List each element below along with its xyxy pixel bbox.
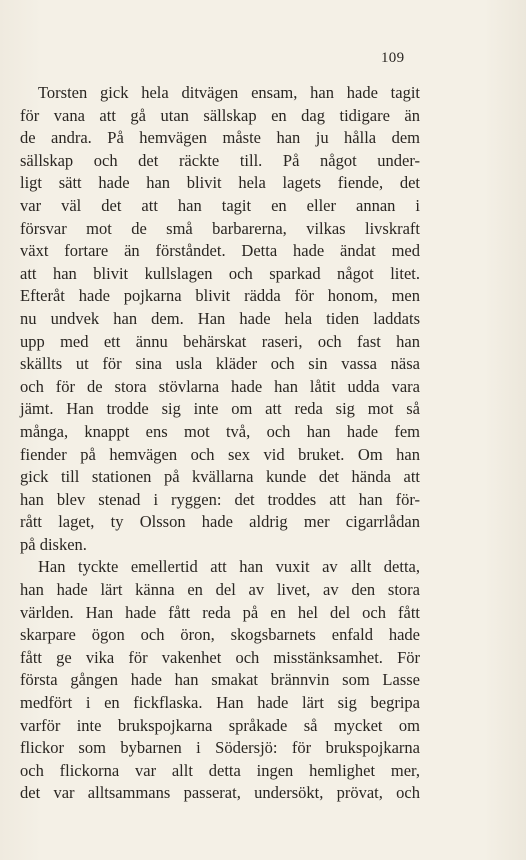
text-line: ligt sätt hade han blivit hela lagets fiende, det	[20, 173, 420, 193]
text-line: gick till stationen på kvällarna kunde det hända att	[20, 467, 420, 487]
text-line: sällskap och det räckte till. På något under-	[20, 150, 420, 170]
text-line: Han tyckte emellertid att han vuxit av allt detta,	[38, 557, 420, 577]
text-line: skarpare ögon och öron, skogsbarnets enfald hade	[20, 625, 420, 645]
text-line: rått laget, ty Olsson hade aldrig mer cigarrlådan	[20, 512, 420, 532]
text-line: upp med ett ännu behärskat raseri, och fast han	[20, 331, 420, 351]
text-line: de andra. På hemvägen måste han ju hålla dem	[20, 128, 420, 148]
text-line: flickor som bybarnen i Södersjö: för brukspojkarna	[20, 738, 420, 758]
text-line: medfört i en fickflaska. Han hade lärt sig begripa	[20, 693, 420, 713]
text-line: världen. Han hade fått reda på en hel del och fått	[20, 602, 420, 622]
page-number: 109	[381, 50, 405, 66]
text-line: och flickorna var allt detta ingen hemlighet mer,	[20, 760, 420, 780]
text-line: Torsten gick hela ditvägen ensam, han hade tagit	[38, 83, 420, 102]
text-line: var väl det att han tagit en eller annan i	[20, 195, 420, 215]
text-line: att han blivit kullslagen och sparkad något litet.	[20, 263, 420, 283]
body-text	[20, 82, 420, 805]
text-line: fiender på hemvägen och sex vid bruket. Om han	[20, 444, 420, 464]
text-line: många, knappt ens mot två, och han hade fem	[20, 421, 420, 441]
text-line: det var alltsammans passerat, undersökt, prövat, och	[20, 783, 420, 803]
text-line: och för de stora stövlarna hade han låtit udda vara	[20, 376, 420, 396]
text-line: Efteråt hade pojkarna blivit rädda för honom, men	[20, 286, 420, 306]
text-line: han blev stenad i ryggen: det troddes att han för-	[20, 489, 420, 509]
text-line: han hade lärt känna en del av livet, av den stora	[20, 580, 420, 600]
text-line: skällts ut för sina usla kläder och sin vassa näsa	[20, 354, 420, 374]
text-line: första gången hade han smakat brännvin som Lasse	[20, 670, 420, 690]
text-line: på disken.	[20, 534, 87, 554]
text-line: för vana att gå utan sällskap en dag tidigare än	[20, 105, 420, 125]
text-line: jämt. Han trodde sig inte om att reda sig mot så	[20, 399, 420, 419]
text-line: försvar mot de små barbarerna, vilkas livskraft	[20, 218, 420, 238]
text-line: växt fortare än förståndet. Detta hade ändat med	[20, 241, 420, 261]
text-line: nu undvek han dem. Han hade hela tiden laddats	[20, 308, 420, 328]
text-line: fått ge vika för vakenhet och misstänksamhet. För	[20, 647, 420, 667]
text-line: varför inte brukspojkarna språkade så mycket om	[20, 715, 420, 735]
